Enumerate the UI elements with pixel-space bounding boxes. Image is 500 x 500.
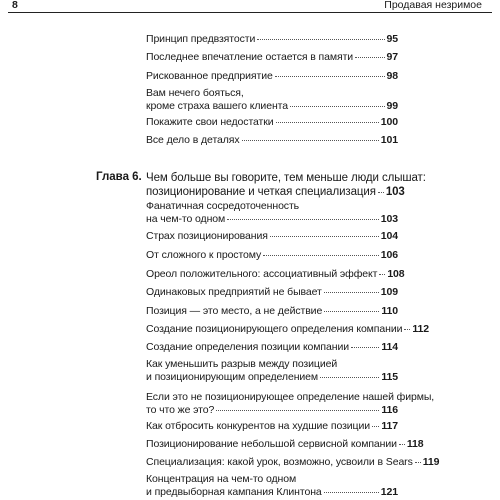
toc-page-number: 119 (422, 456, 440, 468)
toc-entry: Если это не позиционирующее определение нашей фирмы, то что же это? 116 (146, 391, 435, 416)
page-header (0, 0, 500, 14)
toc-page-number: 116 (381, 404, 398, 416)
toc-page-number: 100 (380, 116, 398, 128)
toc-entry: Как уменьшить разрыв между позицией и позиционирующим определением 115 (146, 358, 398, 383)
toc-page-number: 99 (386, 100, 398, 112)
toc-page-number: 110 (381, 305, 398, 317)
toc-entry: Все дело в деталях 101 (146, 134, 398, 146)
toc-page-number: 97 (386, 51, 398, 63)
toc-entry: Специализация: какой урок, возможно, усвоили в Sears 119 (146, 456, 440, 468)
toc-entry: Ореол положительного: ассоциативный эффект 108 (146, 268, 405, 280)
chapter-page-number: 103 (385, 186, 405, 198)
toc-entry: Позиционирование небольшой сервисной компании 118 (146, 438, 424, 450)
toc-entry: Позиция — это место, а не действие 110 (146, 305, 398, 317)
toc-page-number: 106 (380, 249, 398, 261)
toc-entry: Последнее впечатление остается в памяти 97 (146, 51, 398, 63)
toc-page-number: 104 (380, 230, 398, 242)
header-rule (8, 12, 492, 13)
toc-page-number: 108 (387, 268, 405, 280)
toc-page-number: 121 (380, 486, 398, 498)
toc-entry: Создание позиционирующего определения компании 112 (146, 323, 429, 335)
toc-page-number: 95 (386, 33, 398, 45)
toc-entry: Создание определения позиции компании 114 (146, 341, 398, 353)
toc-page-number: 114 (381, 341, 398, 353)
toc-entry: Фанатичная сосредоточенность на чем-то одном 103 (146, 200, 398, 225)
toc-entry: Рискованное предприятие 98 (146, 70, 398, 82)
chapter-title: Чем больше вы говорите, тем меньше люди слышат: позиционирование и четкая специализация 103 (146, 172, 426, 198)
toc-page-number: 112 (412, 323, 429, 335)
toc-entry: Вам нечего бояться, кроме страха вашего клиента 99 (146, 87, 398, 112)
toc-entry: От сложного к простому 106 (146, 249, 398, 261)
toc-page-number: 118 (406, 438, 424, 450)
toc-page-number: 101 (380, 134, 398, 146)
toc-entry: Как отбросить конкурентов на худшие позиции 117 (146, 420, 398, 432)
toc-page-number: 98 (386, 70, 398, 82)
chapter-label: Глава 6. (96, 171, 142, 183)
toc-page-number: 115 (381, 371, 398, 383)
toc-entry: Покажите свои недостатки 100 (146, 116, 398, 128)
toc-entry: Принцип предвзятости 95 (146, 33, 398, 45)
toc-entry: Одинаковых предприятий не бывает 109 (146, 286, 398, 298)
toc-entry: Страх позиционирования 104 (146, 230, 398, 242)
page-number: 8 (12, 0, 18, 11)
toc-page-number: 103 (380, 213, 398, 225)
toc-page-number: 109 (380, 286, 398, 298)
running-title: Продавая незримое (384, 0, 482, 11)
toc-page-number: 117 (381, 420, 398, 432)
toc-entry: Концентрация на чем-то одном и предвыборная кампания Клинтона 121 (146, 473, 398, 498)
